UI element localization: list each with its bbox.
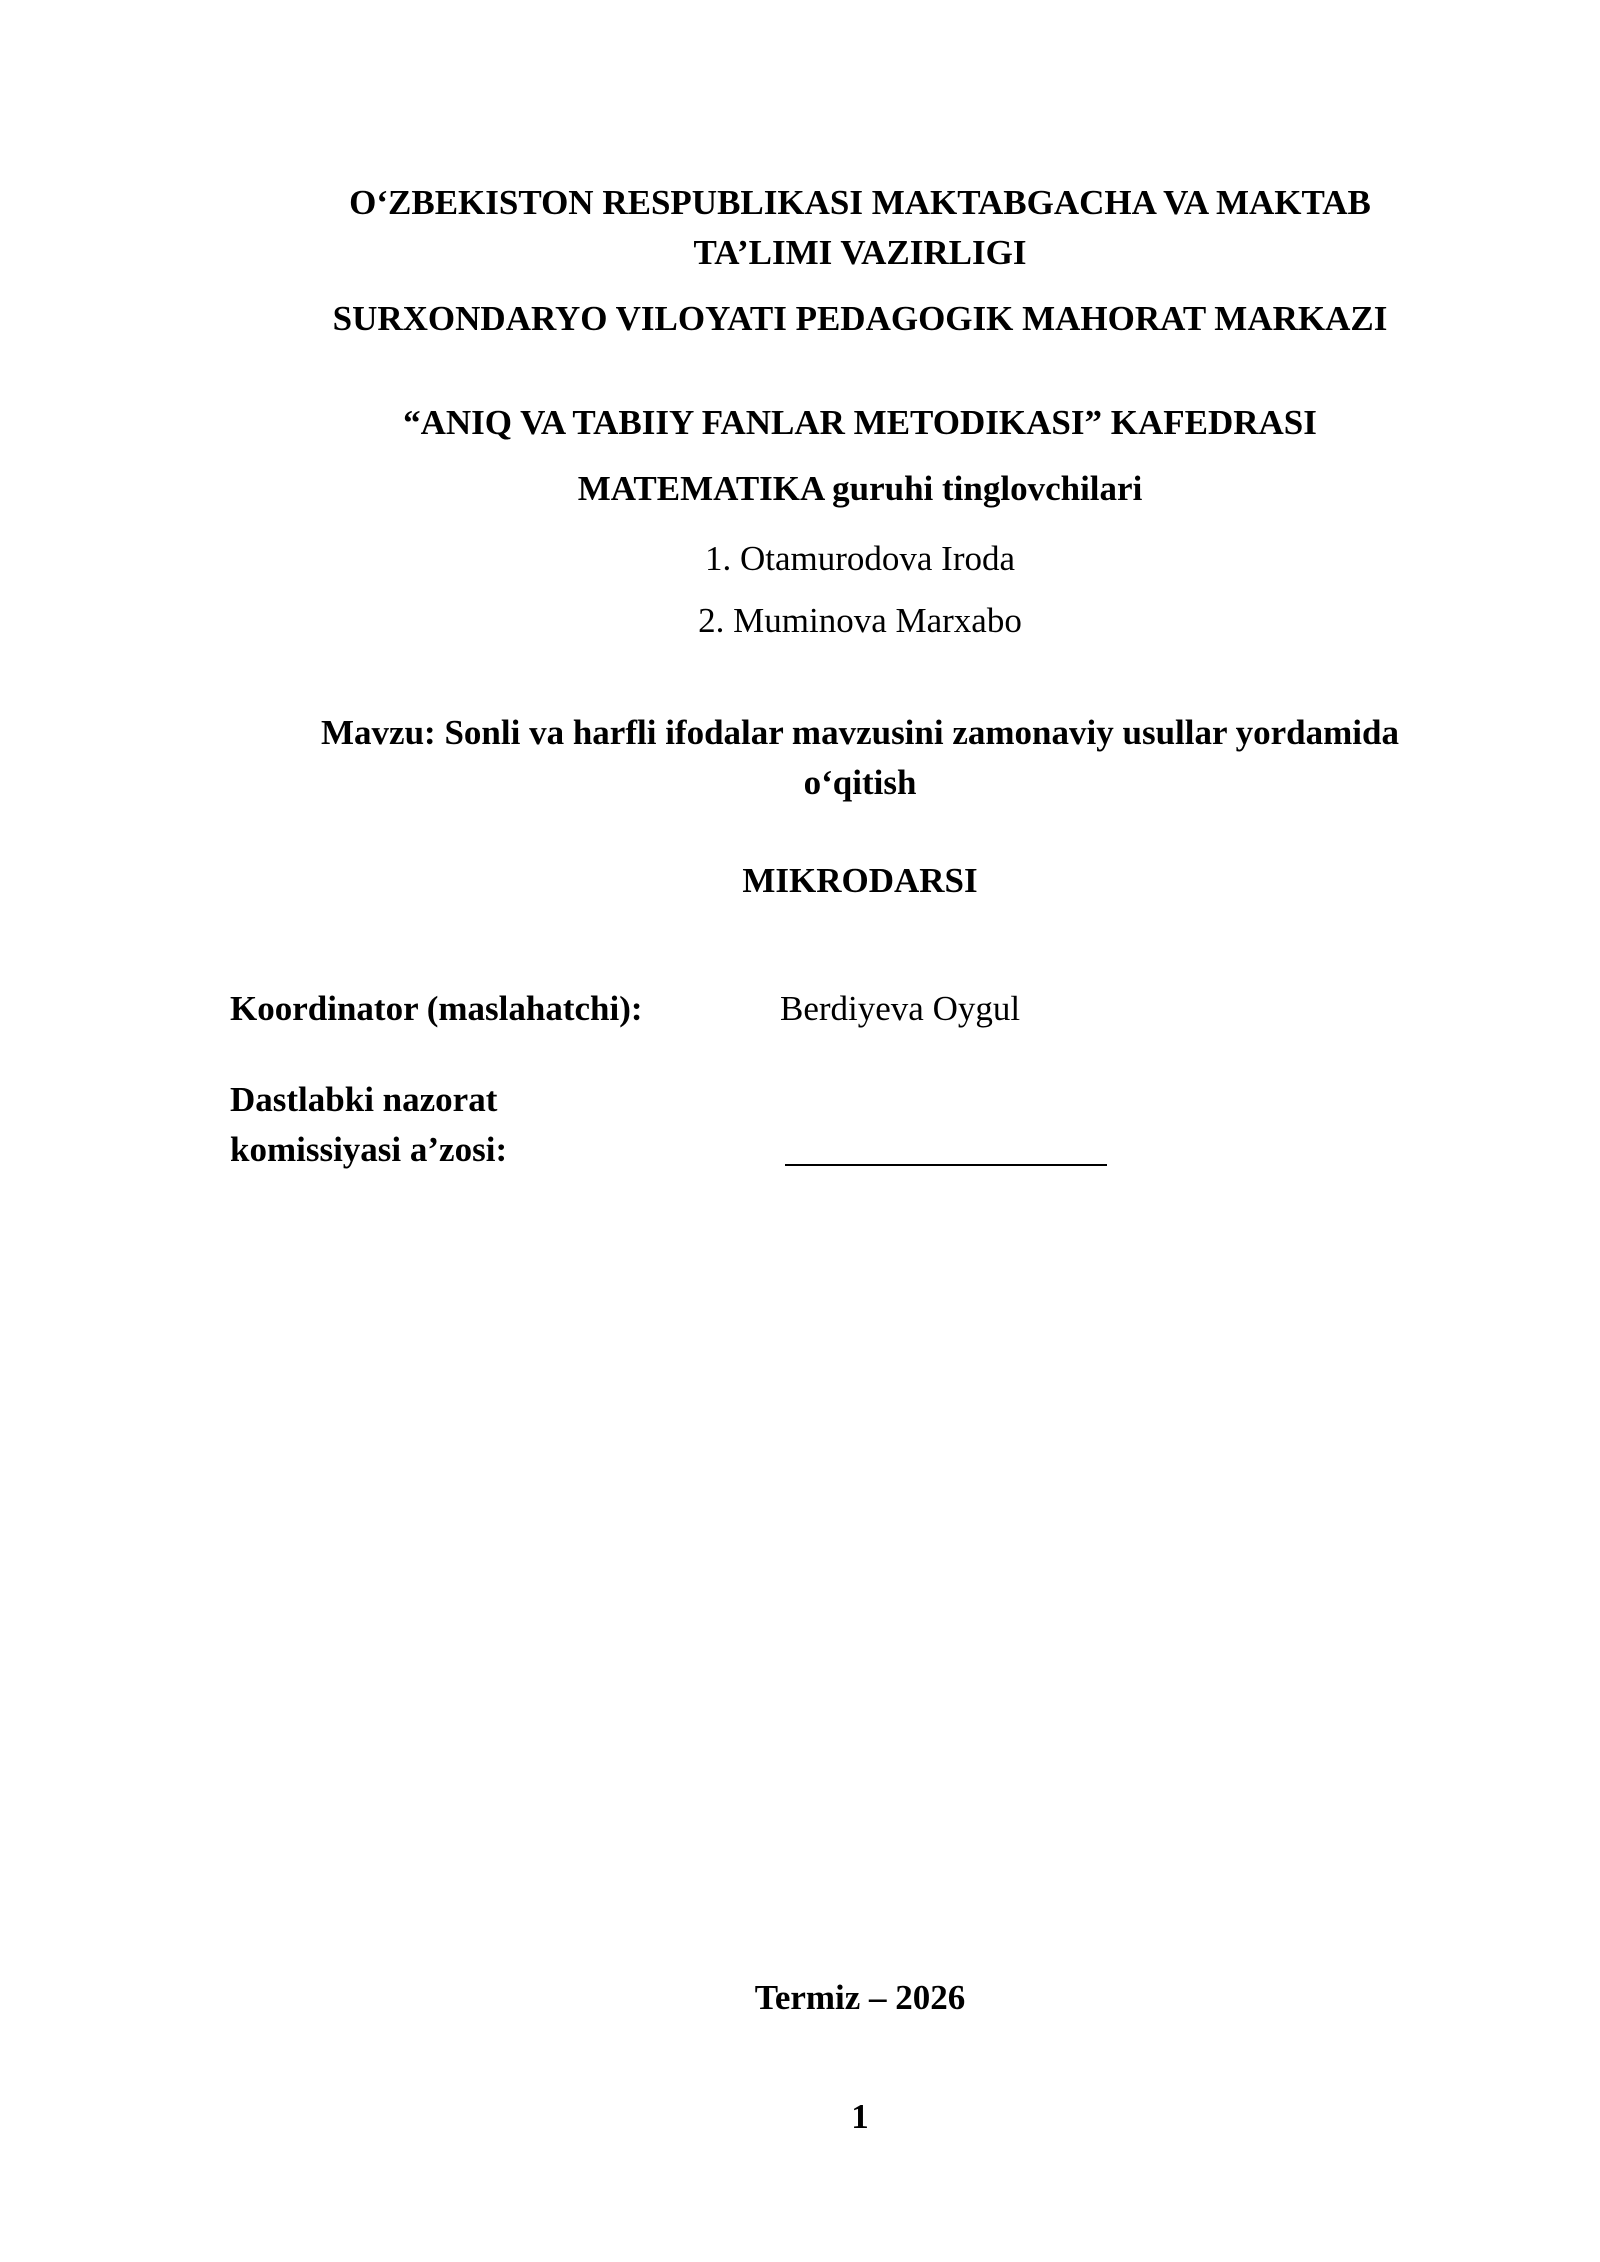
signature-line [785, 1164, 1107, 1166]
city-year: Termiz – 2026 [754, 1978, 966, 2017]
ministry-line-2: TA’LIMI VAZIRLIGI [693, 233, 1027, 272]
group-suffix: guruhi tinglovchilari [823, 469, 1143, 508]
department-name: “ANIQ VA TABIIY FANLAR METODIKASI” KAFEDRASI [403, 403, 1317, 442]
page-number: 1 [851, 2097, 869, 2136]
listener-1: 1. Otamurodova Iroda [704, 539, 1016, 578]
commission-label-line-1: Dastlabki nazorat [230, 1080, 498, 1119]
ministry-line-1: O‘ZBEKISTON RESPUBLIKASI MAKTABGACHA VA MAKTAB [349, 183, 1371, 222]
listener-2: 2. Muminova Marxabo [698, 601, 1022, 640]
topic-line-2: o‘qitish [803, 763, 917, 802]
coordinator-label: Koordinator (maslahatchi): [230, 989, 643, 1028]
group-line [230, 464, 1490, 514]
coordinator-name: Berdiyeva Oygul [780, 989, 1021, 1028]
commission-label-line-2: komissiyasi a’zosi: [230, 1130, 508, 1169]
work-type: MIKRODARSI [742, 861, 978, 900]
center-name: SURXONDARYO VILOYATI PEDAGOGIK MAHORAT MARKAZI [332, 299, 1388, 338]
topic-line-1: Mavzu: Sonli va harfli ifodalar mavzusini zamonaviy usullar yordamida [321, 713, 1399, 752]
group-subject: MATEMATIKA [577, 469, 824, 508]
